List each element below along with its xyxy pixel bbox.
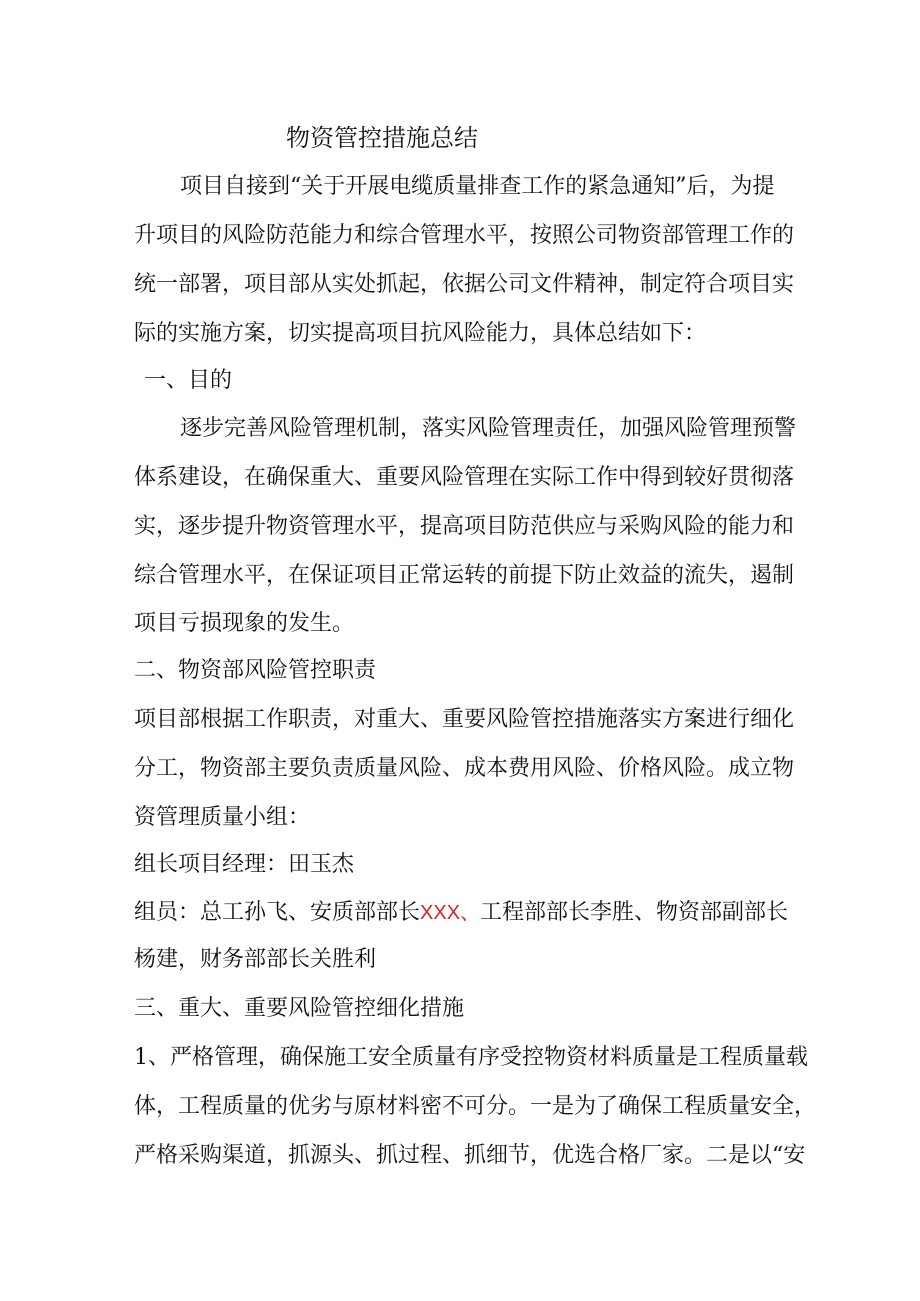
intro-line-1: 项目自接到“关于开展电缆质量排查工作的紧急通知”后，为提 [180, 174, 775, 199]
section-2-line-3: 资管理质量小组： [134, 805, 311, 830]
section-1-line-1: 逐步完善风险管理机制，落实风险管理责任，加强风险管理预警 [180, 416, 797, 441]
section-2-heading: 二、物资部风险管控职责 [134, 658, 377, 683]
section-1-line-5: 项目亏损现象的发生。 [134, 611, 355, 636]
group-members-line-2: 杨建，财务部部长关胜利 [134, 947, 377, 972]
group-members-line [134, 898, 788, 928]
intro-line-2: 升项目的风险防范能力和综合管理水平，按照公司物资部管理工作的 [134, 223, 795, 248]
section-3-heading: 三、重大、重要风险管控细化措施 [134, 996, 465, 1021]
section-2-line-2: 分工，物资部主要负责质量风险、成本费用风险、价格风险。成立物 [134, 756, 795, 781]
section-3-line-1: 1、严格管理，确保施工安全质量有序受控物资材料质量是工程质量载 [134, 1045, 808, 1070]
section-1-heading: 一、目的 [144, 368, 233, 393]
section-3-line-3: 严格采购渠道，抓源头、抓过程、抓细节，优选合格厂家。二是以“安 [134, 1143, 806, 1168]
intro-line-3: 统一部署，项目部从实处抓起，依据公司文件精神，制定符合项目实 [134, 272, 795, 297]
section-1-line-3: 实，逐步提升物资管理水平，提高项目防范供应与采购风险的能力和 [134, 514, 795, 539]
document-title: 物资管控措施总结 [286, 124, 478, 152]
group-leader-line: 组长项目经理：田玉杰 [134, 852, 355, 877]
group-members-prefix: 组员：总工孙飞、安质部部长 [134, 900, 421, 925]
section-1-line-4: 综合管理水平，在保证项目正常运转的前提下防止效益的流失，遏制 [134, 563, 795, 588]
group-members-placeholder: XXX、 [420, 902, 481, 924]
section-2-line-1: 项目部根据工作职责，对重大、重要风险管控措施落实方案进行细化 [134, 707, 795, 732]
intro-line-4: 际的实施方案，切实提高项目抗风险能力，具体总结如下： [134, 321, 707, 346]
group-members-suffix: 工程部部长李胜、物资部副部长 [480, 900, 789, 925]
section-1-line-2: 体系建设，在确保重大、重要风险管理在实际工作中得到较好贯彻落 [134, 465, 795, 490]
section-3-line-2: 体，工程质量的优劣与原材料密不可分。一是为了确保工程质量安全， [134, 1094, 817, 1119]
